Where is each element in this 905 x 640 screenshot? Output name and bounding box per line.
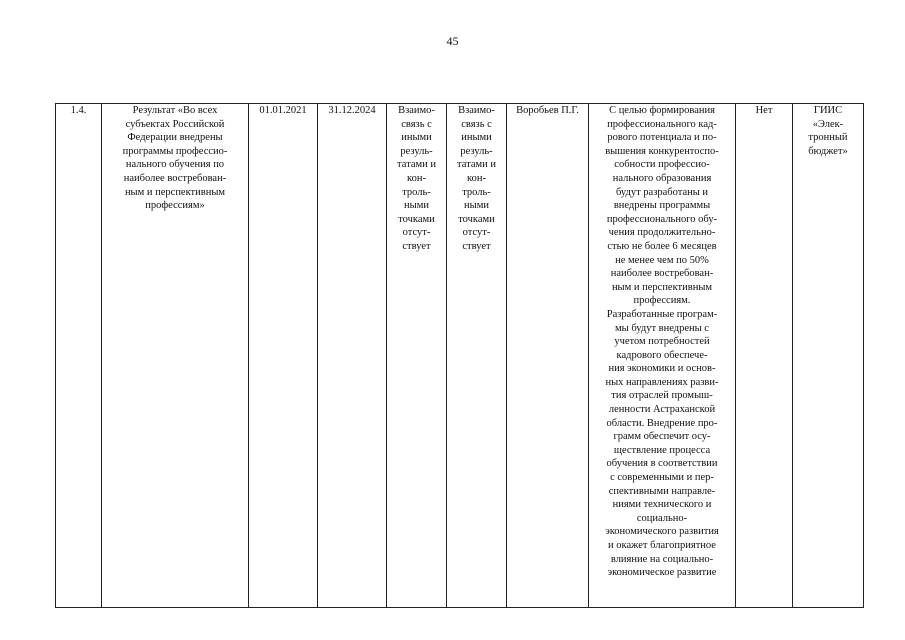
text-line: ным и перспективным (611, 281, 713, 293)
system-cell (793, 104, 864, 608)
text-line: наиболее востребован- (123, 172, 227, 184)
text-line: отсут- (462, 227, 491, 239)
text-line: наиболее востребован- (610, 268, 714, 280)
text-line: кадрового обеспече- (616, 349, 708, 361)
text-line: ствует (462, 240, 491, 252)
text-line: с современными и пер- (610, 472, 714, 484)
text-line: ным и перспективным (124, 186, 226, 198)
text-line: троль- (402, 186, 431, 198)
start-date: 01.01.2021 (259, 105, 307, 116)
text-line: ных направлениях разви- (605, 376, 719, 388)
text-line: рового потенциала и по- (607, 132, 717, 144)
relation-cell-1 (387, 104, 447, 608)
text-line: не менее чем по 50% (615, 254, 709, 266)
text-line: социально- (636, 512, 688, 524)
text-line: связь с (401, 118, 432, 130)
text-line: Результат «Во всех (132, 105, 218, 116)
result-text (104, 104, 246, 213)
text-line: будут разработаны и (615, 186, 709, 198)
text-line: мы будут внедрены с (615, 322, 709, 334)
text-line: резуль- (460, 145, 493, 157)
text-line: и окажет благоприятное (608, 540, 716, 551)
end-date-cell (318, 104, 387, 608)
start-date-cell (249, 104, 318, 608)
text-line: «Элек- (812, 118, 844, 130)
flag-cell (736, 104, 793, 608)
text-line: ствует (402, 240, 431, 252)
end-date: 31.12.2024 (328, 105, 376, 116)
text-line: нального образования (612, 172, 712, 184)
text-line: связь с (461, 118, 492, 130)
description-text (591, 104, 733, 580)
text-line: чения продолжительно- (608, 227, 716, 239)
text-line: Взаимо- (398, 105, 435, 116)
text-line: ниями технического и (612, 499, 712, 511)
flag-value: Нет (755, 105, 773, 116)
text-line: ленности Астраханской (608, 404, 716, 416)
relation-text-2 (449, 104, 504, 254)
text-line: ными (464, 200, 489, 212)
text-line: кон- (467, 172, 486, 184)
text-line: спективными направле- (608, 485, 716, 497)
table-row (56, 104, 864, 608)
row-number-cell (56, 104, 102, 608)
text-line: кон- (407, 172, 426, 184)
text-line: ными (404, 200, 429, 212)
text-line: профессионального обу- (606, 213, 718, 225)
page-number: 45 (446, 34, 459, 48)
text-line: тия отраслей промыш- (611, 390, 713, 402)
text-line: иными (401, 132, 432, 144)
text-line: ния экономики и основ- (608, 363, 716, 375)
text-line: экономического развития (605, 526, 719, 538)
responsible-person: Воробьев П.Г. (516, 105, 579, 116)
text-line: резуль- (400, 145, 433, 157)
text-line: нального обучения по (125, 159, 225, 171)
text-line: учетом потребностей (614, 336, 710, 348)
text-line: Взаимо- (458, 105, 495, 116)
result-cell (102, 104, 249, 608)
text-line: внедрены программы (613, 200, 711, 212)
text-line: профессионального кад- (607, 118, 717, 130)
text-line: грамм обеспечит осу- (613, 431, 711, 443)
text-line: собности профессио- (614, 159, 710, 171)
row-number: 1.4. (70, 105, 87, 116)
text-line: Разработанные програм- (606, 308, 718, 320)
text-line: субъектах Российской (125, 118, 225, 130)
document-table (55, 103, 864, 608)
text-line: точками (398, 213, 435, 225)
text-line: профессиям. (633, 295, 691, 307)
text-line: стью не более 6 месяцев (607, 240, 717, 252)
text-line: программы профессио- (122, 145, 228, 157)
text-line: профессиям» (145, 200, 205, 212)
text-line: троль- (462, 186, 491, 198)
responsible-cell (507, 104, 589, 608)
text-line: вышения конкурентоспо- (605, 145, 719, 157)
text-line: отсут- (402, 227, 431, 239)
system-text (795, 104, 861, 158)
text-line: ГИИС (813, 105, 843, 116)
text-line: иными (461, 132, 492, 144)
relation-text-1 (389, 104, 444, 254)
text-line: тронный (808, 132, 848, 144)
relation-cell-2 (447, 104, 507, 608)
description-cell (589, 104, 736, 608)
text-line: обучения в соответствии (606, 458, 718, 470)
text-line: бюджет» (808, 145, 848, 157)
text-line: С целью формирования (609, 105, 715, 116)
text-line: татами и (457, 159, 496, 171)
text-line: татами и (397, 159, 436, 171)
text-line: экономическое развитие (607, 567, 717, 579)
text-line: области. Внедрение про- (606, 417, 718, 429)
text-line: точками (458, 213, 495, 225)
text-line: влияние на социально- (610, 553, 714, 565)
text-line: ществление процесса (613, 444, 711, 456)
text-line: Федерации внедрены (127, 132, 223, 144)
